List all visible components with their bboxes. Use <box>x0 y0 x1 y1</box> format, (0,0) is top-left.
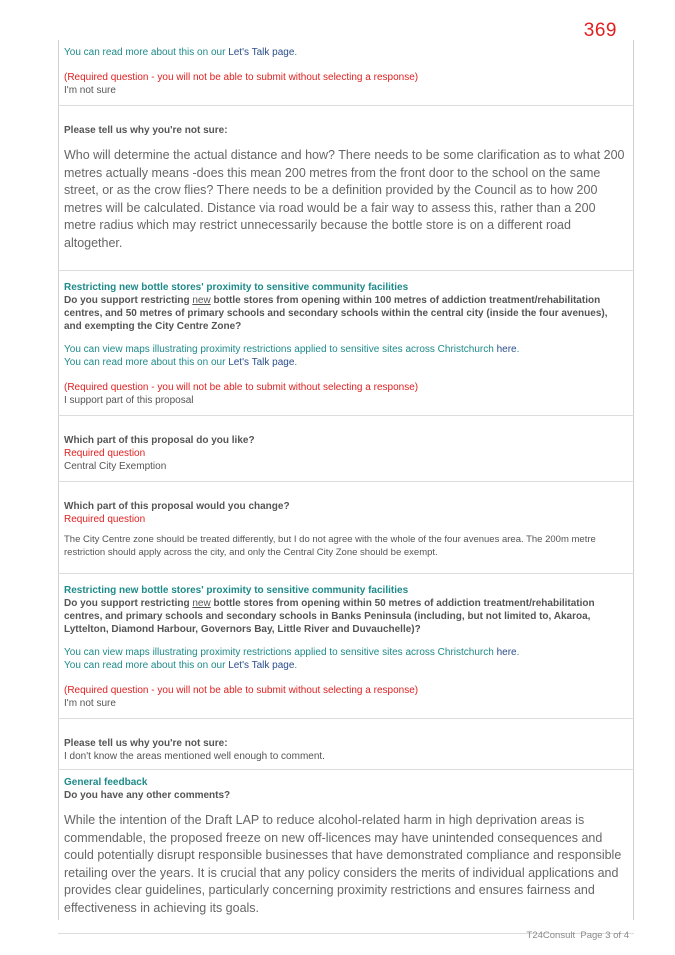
lets-talk-link[interactable]: Let's Talk page <box>228 47 295 58</box>
question-label: Do you support restricting new bottle stores from opening within 100 metres of addiction treatment/rehabilitation centres, and 50 metres of primary schools and secondary schools within the central city (inside the four avenues), and exempting the City Centre Zone? <box>64 295 608 332</box>
maps-line: You can view maps illustrating proximity restrictions applied to sensitive sites across Christchurch here. <box>64 647 520 658</box>
section-heading: Restricting new bottle stores' proximity to sensitive community facilities <box>64 585 409 596</box>
here-link[interactable]: here <box>496 344 517 355</box>
here-link[interactable]: here <box>496 647 517 658</box>
question-label: Please tell us why you're not sure: <box>64 125 228 136</box>
question-label: Do you have any other comments? <box>64 790 231 801</box>
answer-text: Central City Exemption <box>64 461 167 472</box>
lets-talk-link[interactable]: Let's Talk page <box>228 357 295 368</box>
answer-text: I don't know the areas mentioned well enough to comment. <box>64 751 325 762</box>
page-footer: T24Consult Page 3 of 4 <box>526 930 629 941</box>
required-notice: (Required question - you will not be able to submit without selecting a response) <box>64 72 419 83</box>
maps-line: You can view maps illustrating proximity restrictions applied to sensitive sites across Christchurch here. <box>64 344 520 355</box>
read-more-line: You can read more about this on our Let's Talk page. <box>64 47 298 58</box>
section-heading: Restricting new bottle stores' proximity to sensitive community facilities <box>64 282 409 293</box>
question-label: Which part of this proposal would you change? <box>64 501 290 512</box>
page-number-stamp: 369 <box>583 20 617 41</box>
required-notice: (Required question - you will not be able to submit without selecting a response) <box>64 382 419 393</box>
answer-text: I'm not sure <box>64 698 116 709</box>
answer-text: While the intention of the Draft LAP to reduce alcohol-related harm in high deprivation areas is commendable, the proposed freeze on new off-licences may have unintended consequences and could potentially disrupt responsible businesses that have demonstrated compliance and responsible retailing over the years. It is crucial that any policy considers the merits of individual applications and provides clear guidelines, particularly concerning proximity restrictions and ensures fairness and effectiveness in achieving its goals. <box>64 813 622 915</box>
section-heading: General feedback <box>64 777 148 788</box>
answer-text: Who will determine the actual distance and how? There needs to be some clarification as to what 200 metres actually means -does this mean 200 metres from the front door to the school on the same street, or as the crow flies? There needs to be a definition provided by the Council as to how 200 metres will be calculated. Distance via road would be a fair way to assess this, rather than a 200 metre radius which may restrict unnecessarily because the bottle store is on a different road altogether. <box>64 148 625 250</box>
question-label: Do you support restricting new bottle stores from opening within 50 metres of addiction treatment/rehabilitation centres, and primary schools and secondary schools in Banks Peninsula (including, but not limited to, Akaroa, Lyttelton, Diamond Harbour, Governors Bay, Little River and Duvauchelle)? <box>64 598 595 635</box>
lets-talk-link[interactable]: Let's Talk page <box>228 660 295 671</box>
question-label: Which part of this proposal do you like? <box>64 435 255 446</box>
answer-text: I'm not sure <box>64 85 116 96</box>
answer-text: The City Centre zone should be treated differently, but I do not agree with the whole of the four avenues area. The 200m metre restriction should apply across the city, and only the Central City Zone should be exempt. <box>64 534 596 558</box>
required-notice: Required question <box>64 448 146 459</box>
required-notice: Required question <box>64 514 146 525</box>
required-notice: (Required question - you will not be able to submit without selecting a response) <box>64 685 419 696</box>
read-more-line: You can read more about this on our Let's Talk page. <box>64 660 298 671</box>
answer-text: I support part of this proposal <box>64 395 194 406</box>
response-content <box>64 46 628 934</box>
read-more-line: You can read more about this on our Let's Talk page. <box>64 357 298 368</box>
question-label: Please tell us why you're not sure: <box>64 738 228 749</box>
